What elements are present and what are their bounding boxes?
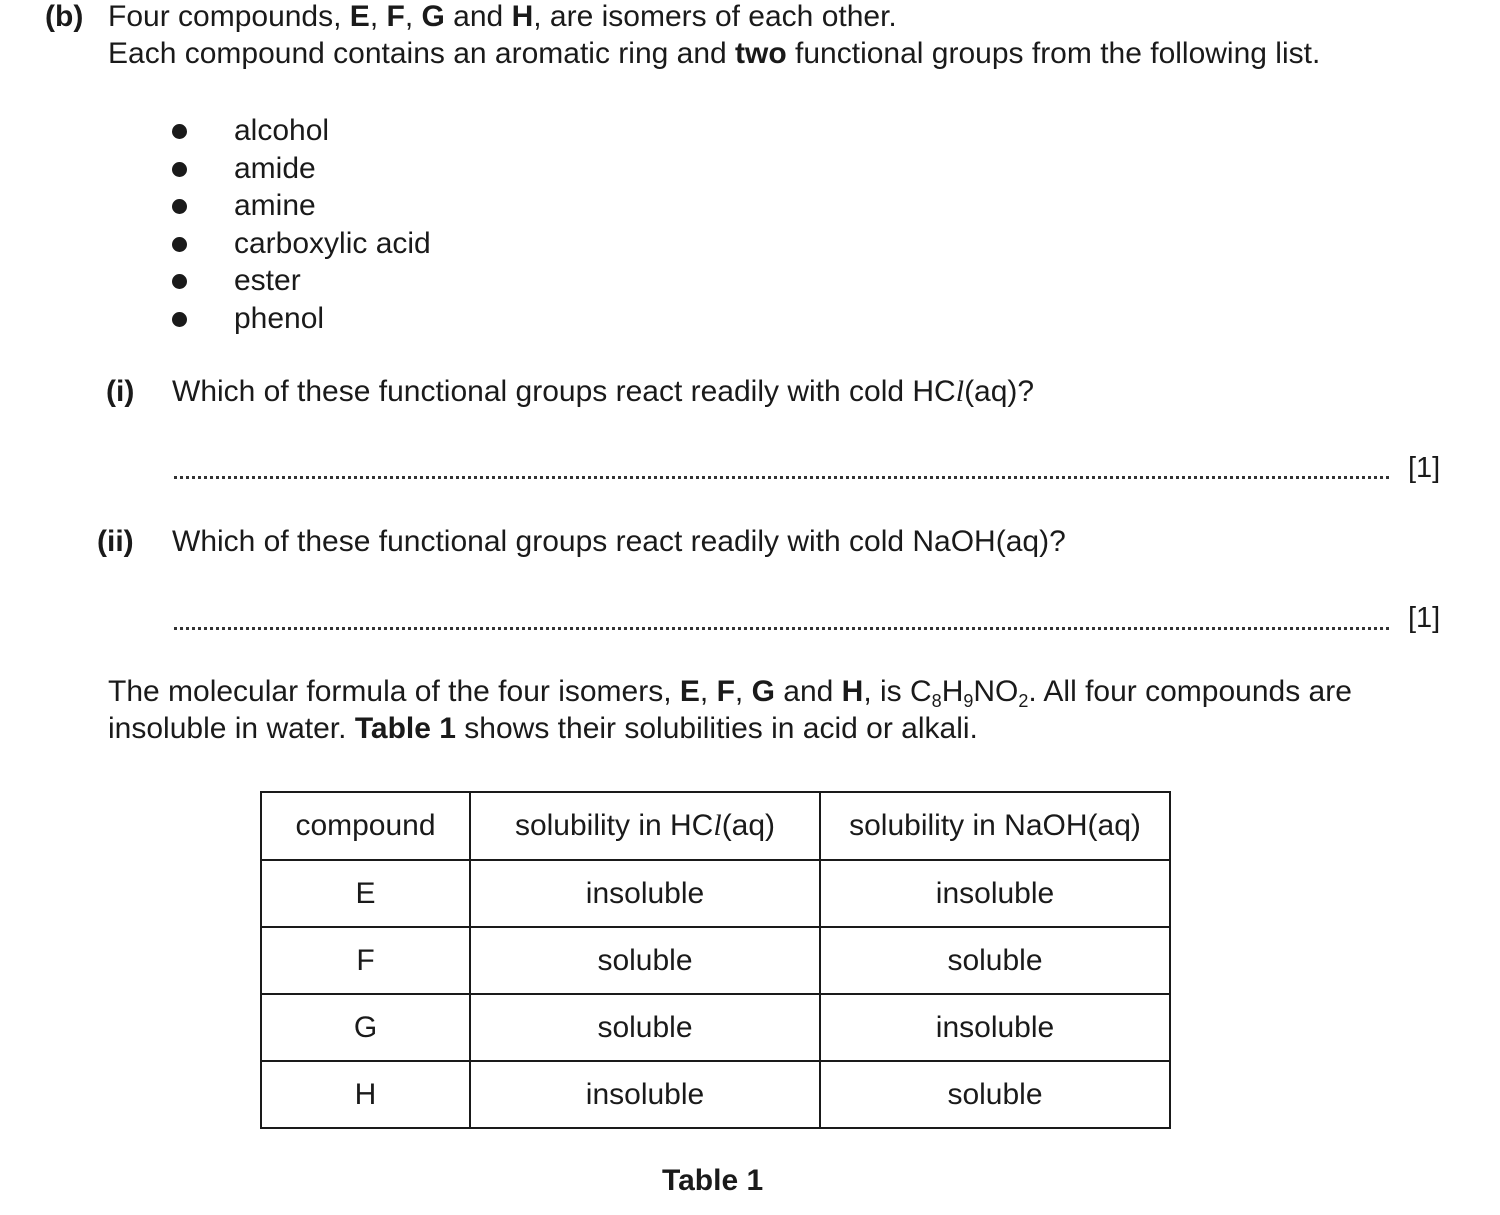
question-i-text: Which of these functional groups react readily with cold HCl(aq)? <box>172 375 1035 408</box>
cell-hcl: insoluble <box>470 1061 820 1128</box>
header-compound: compound <box>261 792 470 860</box>
bullet-icon <box>172 162 187 177</box>
list-item: amine <box>170 187 431 225</box>
question-ii-label: (ii) <box>97 525 134 558</box>
intro-line-1: Four compounds, E, F, G and H, are isomers of each other. <box>108 0 897 33</box>
cell-naoh: insoluble <box>820 860 1170 927</box>
list-item: alcohol <box>170 112 431 150</box>
bullet-icon <box>172 274 187 289</box>
mark-i: [1] <box>1408 452 1441 484</box>
answer-line-ii[interactable] <box>174 627 1389 630</box>
list-item: carboxylic acid <box>170 225 431 263</box>
cell-compound: F <box>261 927 470 994</box>
mark-ii: [1] <box>1408 602 1441 634</box>
bullet-icon <box>172 199 187 214</box>
list-item: phenol <box>170 300 431 338</box>
solubility-table <box>260 791 1171 1129</box>
cell-hcl: soluble <box>470 927 820 994</box>
cell-compound: G <box>261 994 470 1061</box>
cell-naoh: soluble <box>820 1061 1170 1128</box>
table-header-row <box>261 792 1170 860</box>
table-row <box>261 860 1170 927</box>
header-hcl: solubility in HCl(aq) <box>470 792 820 860</box>
table-row <box>261 1061 1170 1128</box>
table-caption: Table 1 <box>662 1164 764 1197</box>
cell-hcl: insoluble <box>470 860 820 927</box>
list-item: amide <box>170 150 431 188</box>
intro-line-2: Each compound contains an aromatic ring and two functional groups from the following list. <box>108 37 1321 70</box>
answer-line-i[interactable] <box>174 476 1389 479</box>
paragraph-line-1: The molecular formula of the four isomers, E, F, G and H, is $C_8H_9NO_2$. All four compounds are <box>108 675 1352 711</box>
bullet-icon <box>172 124 187 139</box>
cell-naoh: soluble <box>820 927 1170 994</box>
part-label: (b) <box>45 0 84 33</box>
bullet-icon <box>172 312 187 327</box>
functional-group-list <box>170 112 431 337</box>
list-item: ester <box>170 262 431 300</box>
header-naoh: solubility in NaOH(aq) <box>820 792 1170 860</box>
bullet-icon <box>172 237 187 252</box>
question-i-label: (i) <box>106 375 135 408</box>
table-row <box>261 927 1170 994</box>
question-ii-text: Which of these functional groups react readily with cold NaOH(aq)? <box>172 525 1066 558</box>
table-row <box>261 994 1170 1061</box>
cell-naoh: insoluble <box>820 994 1170 1061</box>
cell-hcl: soluble <box>470 994 820 1061</box>
cell-compound: H <box>261 1061 470 1128</box>
cell-compound: E <box>261 860 470 927</box>
paragraph-line-2: insoluble in water. Table 1 shows their solubilities in acid or alkali. <box>108 712 978 745</box>
